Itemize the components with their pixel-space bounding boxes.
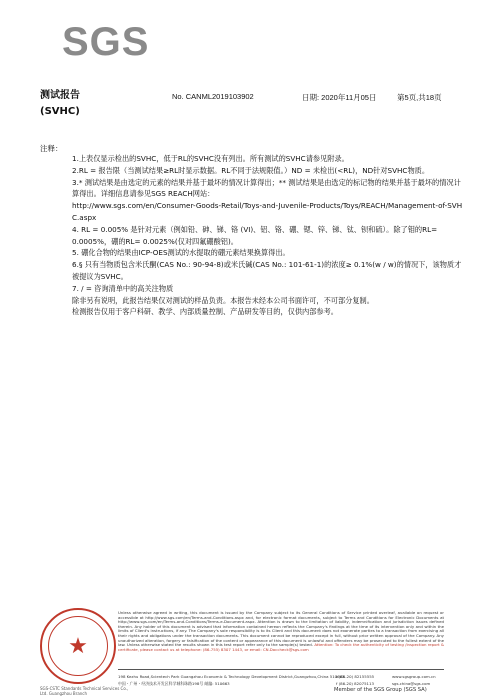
report-date: 日期: 2020年11月05日 — [302, 93, 377, 102]
title-line-1: 测试报告 — [40, 90, 80, 101]
footer-web — [392, 673, 436, 687]
footer-fine-print — [118, 611, 444, 652]
seal-star-icon: ★ — [48, 616, 108, 676]
note-line: 除非另有说明，此报告结果仅对测试的样品负责。本报告未经本公司书面许可，不可部分复制。 — [72, 295, 374, 305]
note-line: 7. / = 咨询清单中的高关注物质 — [72, 283, 174, 293]
note-line: 4. RL = 0.005% 是针对元素（例如铅、砷、锑、铬 (VI)、铝、铬、硼、锶、锌、锑、钛、钡和硫）。除了钼的RL= 0.0005%，硼的RL= 0.0025%(仅对四氟硼酸铝)。 — [72, 224, 438, 246]
sgs-logo: SGS — [62, 20, 150, 64]
fax: f (86-20) 82075113 — [336, 681, 374, 686]
note-line: 6.§ 只有当物质包含米氏酮(CAS No.: 90-94-8)或米氏碱(CAS No.: 101-61-1)的浓度≥ 0.1%(w / w)的情况下，该物质才被提议为SVHC。 — [72, 260, 462, 281]
terms-text: Unless otherwise agreed in writing, this document is issued by the Company subject to its General Conditions of Service printed overleaf, available on request or accessible at http://www.sgs.com/en/Terms-and-Conditions.aspx and, for electronic format documents, subject to Terms and Conditions for Electronic Documents at http://www.sgs.com/en/Terms-and-Conditions/Terms-e-Document.aspx. Attention is drawn to the limitation of liability, indemnification and jurisdiction issues defined therein. Any holder of this document is advised that information contained hereon reflects the Company's findings at the time of its intervention only and within the limits of Client's instructions, if any. The Company's sole responsibility is to its Client and this document does not exonerate parties to a transaction from exercising all their rights and obligations under the transaction documents. This document cannot be reproduced except in full, without prior written approval of the Company. Any unauthorized alteration, forgery or falsification of the content or appearance of this document is unlawful and offenders may be prosecuted to the fullest extent of the law. Unless otherwise stated the results shown in this test report refer only to the sample(s) tested. — [118, 610, 444, 648]
note-line: 5. 硼化合物的结果由ICP-OES测试的水提取的硼元素结果换算得出。 — [72, 248, 290, 258]
note-line: 1.上表仅显示检出的SVHC，低于RL的SVHC没有列出。所有测试的SVHC请参见附录。 — [72, 154, 349, 163]
address-en: 198 Kezhu Road,Scientech Park Guangzhou Economic & Technology Development District,Guangzhou,China 510663 — [118, 674, 345, 679]
notes-heading: 注释： — [40, 144, 63, 153]
authenticity-warning: Attention: To check the authenticity of testing /inspection report & certificate, please contact us at telephone: (86-755) 8307 1443, or email: CN.Doccheck@sgs.com — [118, 642, 444, 652]
email-link[interactable]: sgs.china@sgs.com — [392, 681, 431, 686]
note-url[interactable]: http://www.sgs.com/en/Consumer-Goods-Retail/Toys-and-Juvenile-Products/Toys/REACH/Management-of-SVHC.aspx — [72, 201, 463, 222]
seal-caption: SGS-CSTC Standards Technical Services Co., Ltd. Guangzhou Branch — [40, 686, 129, 696]
report-title — [40, 88, 80, 120]
report-number: No. CANML2019103902 — [172, 92, 254, 101]
title-line-2: (SVHC) — [40, 106, 80, 117]
footer-address — [118, 673, 345, 687]
note-line: 2.RL = 报告限（当测试结果≥RL时显示数据。RL不同于法规限值。）ND = 未检出(<RL)，ND针对SVHC物质。 — [72, 165, 430, 175]
phone: t (86-20) 82155555 — [336, 674, 375, 679]
website-link[interactable]: www.sgsgroup.com.cn — [392, 674, 436, 679]
company-seal — [40, 608, 116, 684]
note-line: 3.* 测试结果是由选定的元素的结果并基于最坏的情况计算得出；** 测试结果是由选定的标记物的结果并基于最坏的情况计算得出。详细信息请参见SGS REACH网站： — [72, 177, 461, 199]
note-line: 检测报告仅用于客户科研、教学、内部质量控制、产品研发等目的，仅供内部参考。 — [72, 307, 338, 317]
address-cn: 中国・广州・经济技术开发区科学城科珠路198号 邮编: 510663 — [118, 681, 230, 686]
footer-divider — [118, 669, 444, 670]
page-number: 第5页,共18页 — [397, 93, 442, 102]
footer-contact — [336, 673, 374, 687]
member-line: Member of the SGS Group (SGS SA) — [334, 687, 427, 693]
notes-list — [72, 153, 464, 318]
